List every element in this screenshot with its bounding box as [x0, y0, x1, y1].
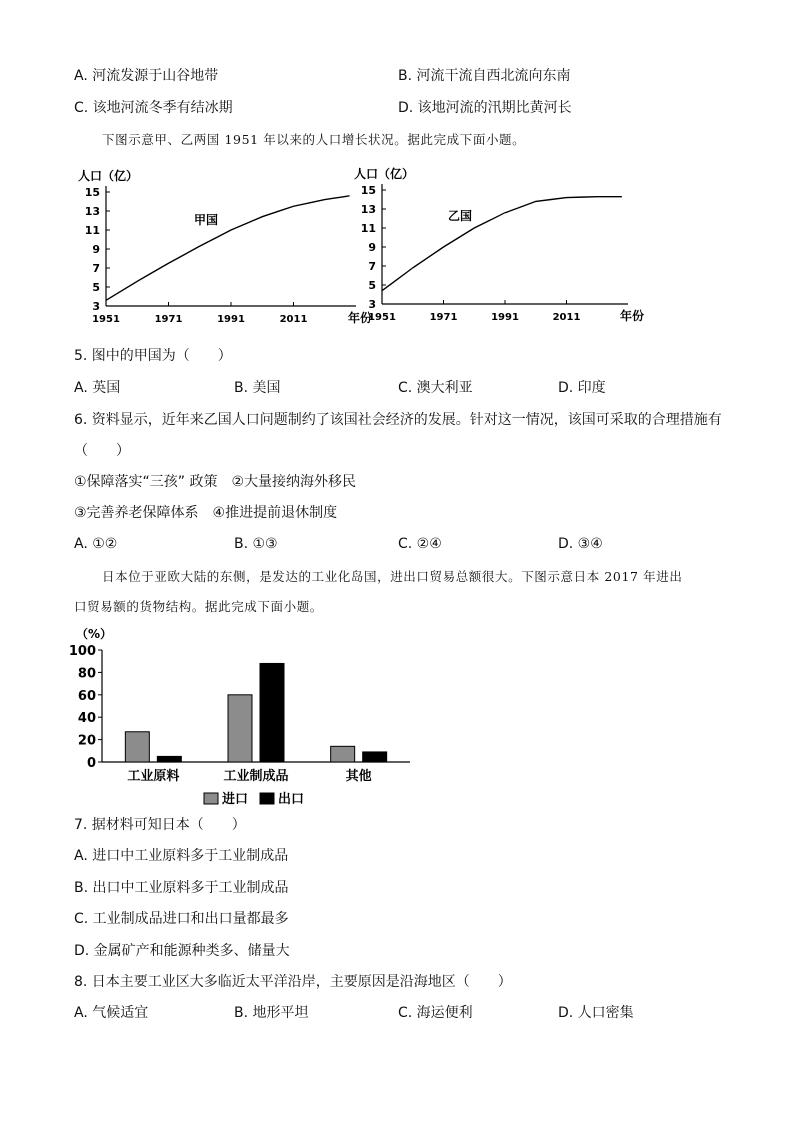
- q6-option-a: A. ①②: [74, 536, 118, 552]
- y-tick-label: 13: [360, 203, 376, 216]
- intro-japan-line-1: 日本位于亚欧大陆的东侧，是发达的工业化岛国，进出口贸易总额很大。下图示意日本 2017 年进出: [102, 569, 683, 584]
- q5-option-a: A. 英国: [74, 380, 121, 396]
- q5-stem: 5. 图中的甲国为（ ）: [74, 348, 232, 364]
- q6-option-d: D. ③④: [558, 536, 603, 552]
- q4-option-d: D. 该地河流的汛期比黄河长: [398, 100, 572, 116]
- q5-option-b: B. 美国: [234, 380, 281, 396]
- x-tick-label: 1951: [92, 314, 120, 325]
- y-tick-label: 80: [77, 666, 96, 682]
- legend-swatch: [260, 793, 274, 804]
- y-tick-label: 11: [84, 224, 100, 237]
- y-axis-label: 人口（亿）: [78, 169, 139, 183]
- q6-option-b: B. ①③: [234, 536, 278, 552]
- population-chart-b: [342, 160, 645, 332]
- q8-option-b: B. 地形平坦: [234, 1005, 309, 1021]
- y-axis-label: 人口（亿）: [354, 167, 415, 181]
- y-tick-label: 3: [92, 300, 100, 313]
- y-tick-label: 9: [92, 243, 100, 256]
- x-tick-label: 1971: [429, 312, 458, 323]
- q5-option-c: C. 澳大利亚: [398, 380, 473, 396]
- bar-import: [125, 732, 149, 762]
- x-tick-label: 1991: [217, 314, 245, 325]
- legend-label: 出口: [278, 792, 305, 807]
- q4-option-a: A. 河流发源于山谷地带: [74, 68, 219, 84]
- y-tick-label: 5: [368, 279, 376, 292]
- q6-option-c: C. ②④: [398, 536, 442, 552]
- q7-option-c: C. 工业制成品进口和出口量都最多: [74, 911, 289, 927]
- series-line: [106, 196, 350, 300]
- y-tick-label: 3: [368, 298, 376, 311]
- y-tick-label: 60: [77, 688, 96, 704]
- y-tick-label: 7: [92, 262, 100, 275]
- japan-trade-bar-chart: [60, 620, 430, 812]
- y-axis-label: （%）: [76, 627, 113, 641]
- y-tick-label: 11: [360, 222, 376, 235]
- q6-stem: 6. 资料显示，近年来乙国人口问题制约了该国社会经济的发展。针对这一情况，该国可采取的合理措施有: [74, 412, 722, 428]
- intro-population: 下图示意甲、乙两国 1951 年以来的人口增长状况。据此完成下面小题。: [102, 132, 526, 147]
- q8-option-a: A. 气候适宜: [74, 1005, 149, 1021]
- legend-label: 进口: [222, 792, 249, 807]
- legend-swatch: [204, 793, 218, 804]
- y-tick-label: 100: [68, 644, 96, 659]
- q7-option-a: A. 进口中工业原料多于工业制成品: [74, 848, 289, 864]
- bar-export: [157, 756, 181, 762]
- y-tick-label: 13: [84, 205, 100, 218]
- population-chart-a: [64, 162, 373, 332]
- series-line: [382, 197, 622, 291]
- y-tick-label: 15: [84, 186, 100, 199]
- x-axis-label: 年份: [620, 309, 645, 323]
- y-tick-label: 7: [368, 260, 376, 273]
- x-tick-label: 2011: [552, 312, 581, 323]
- q4-option-c: C. 该地河流冬季有结冰期: [74, 100, 233, 116]
- y-tick-label: 20: [77, 733, 96, 749]
- category-label: 其他: [345, 769, 372, 784]
- q8-option-c: C. 海运便利: [398, 1005, 473, 1021]
- q8-option-d: D. 人口密集: [558, 1005, 634, 1021]
- bar-export: [260, 663, 284, 762]
- y-tick-label: 15: [360, 184, 376, 197]
- x-axis-label: 年份: [348, 311, 373, 325]
- y-tick-label: 40: [77, 711, 96, 727]
- x-tick-label: 1951: [368, 312, 396, 323]
- category-label: 工业制成品: [223, 769, 289, 784]
- q6-statements-2: ③完善养老保障体系 ④推进提前退休制度: [74, 505, 338, 521]
- x-tick-label: 2011: [279, 314, 308, 325]
- q4-option-b: B. 河流干流自西北流向东南: [398, 68, 571, 84]
- series-label: 乙国: [448, 209, 473, 223]
- q7-option-d: D. 金属矿产和能源种类多、储量大: [74, 943, 290, 959]
- category-label: 工业原料: [127, 769, 180, 784]
- y-tick-label: 9: [368, 241, 376, 254]
- intro-japan-line-2: 口贸易额的货物结构。据此完成下面小题。: [74, 599, 323, 614]
- bar-import: [228, 695, 252, 762]
- y-tick-label: 0: [86, 756, 96, 771]
- q8-stem: 8. 日本主要工业区大多临近太平洋沿岸，主要原因是沿海地区（ ）: [74, 974, 512, 990]
- bar-export: [363, 752, 387, 762]
- x-tick-label: 1971: [154, 314, 183, 325]
- y-tick-label: 5: [92, 281, 100, 294]
- q6-paren: （ ）: [74, 443, 130, 459]
- bar-import: [331, 746, 355, 762]
- q6-statements-1: ①保障落实“三孩” 政策 ②大量接纳海外移民: [74, 474, 357, 490]
- series-label: 甲国: [194, 213, 219, 227]
- q7-stem: 7. 据材料可知日本（ ）: [74, 817, 246, 833]
- q7-option-b: B. 出口中工业原料多于工业制成品: [74, 880, 289, 896]
- x-tick-label: 1991: [491, 312, 519, 323]
- q5-option-d: D. 印度: [558, 380, 606, 396]
